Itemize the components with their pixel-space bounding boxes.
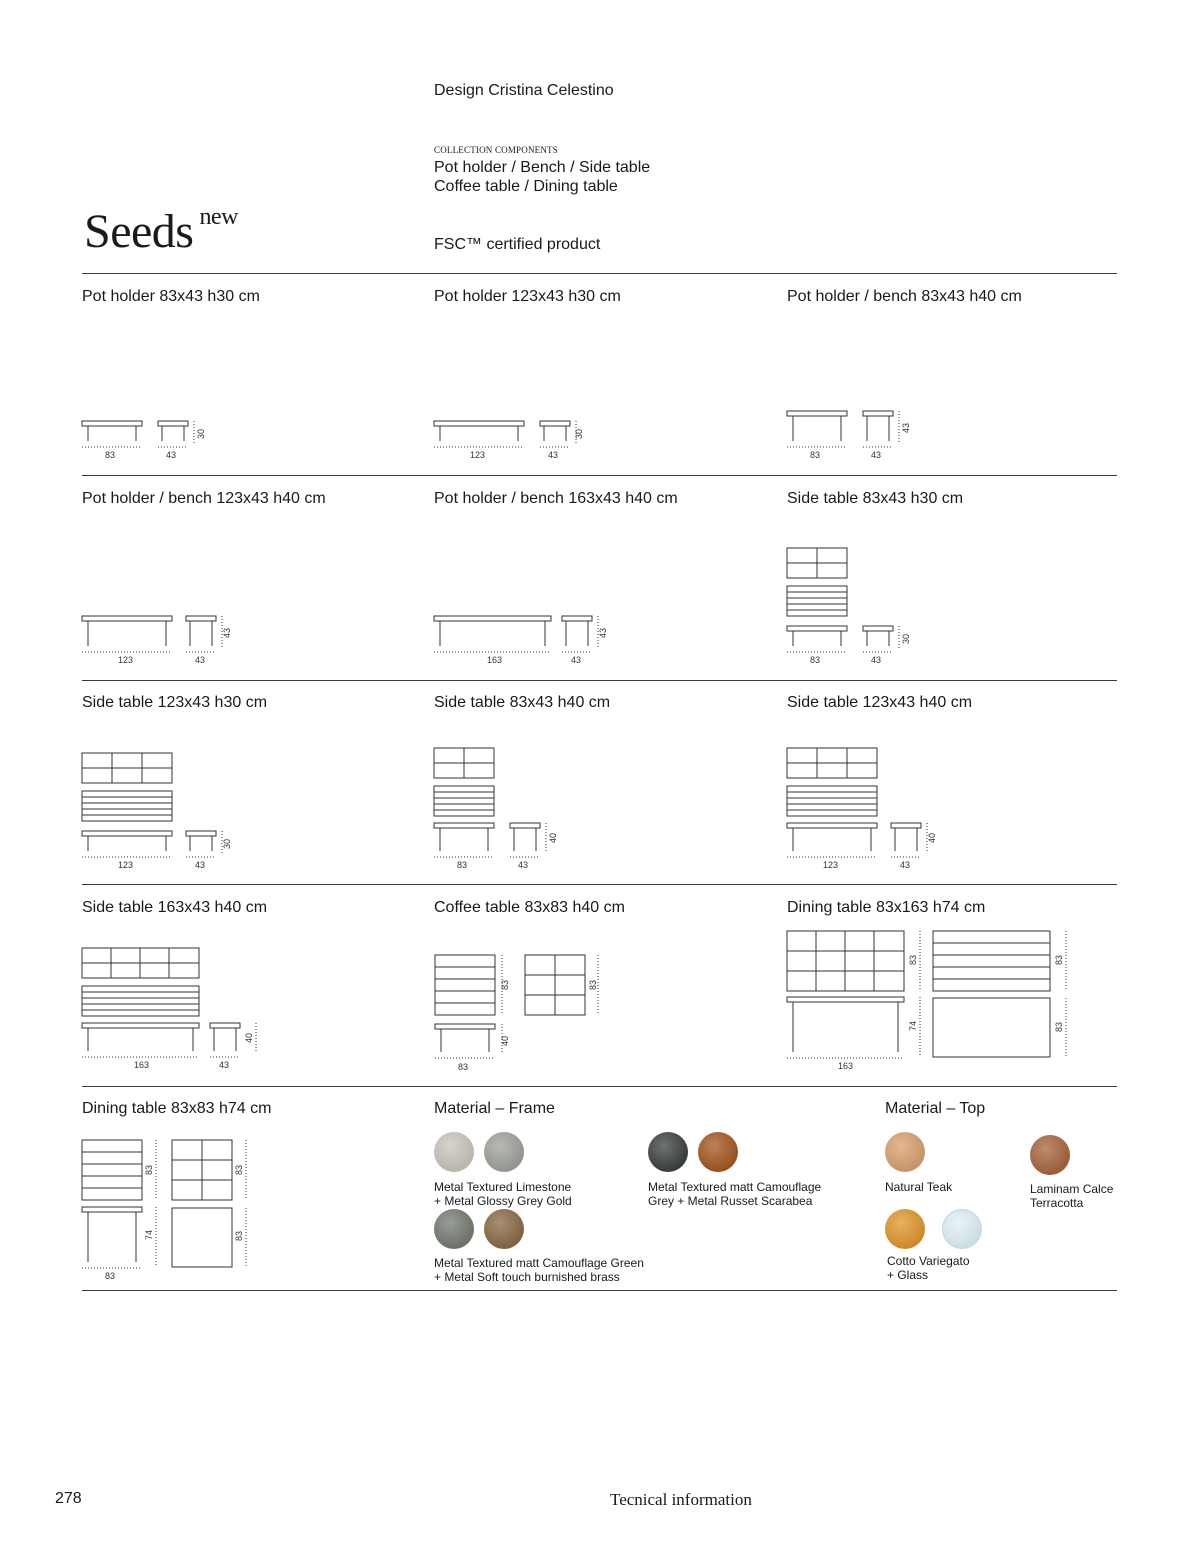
dim-depth: 43 — [900, 860, 911, 870]
dim-depth: 83 — [144, 1164, 154, 1175]
side-table-163-h40-drawing — [80, 945, 280, 1075]
product-title: Side table 163x43 h40 cm — [82, 899, 268, 916]
dim-depth: 83 — [500, 979, 510, 990]
dim-width: 163 — [134, 1060, 150, 1070]
material-label — [1030, 1182, 1113, 1210]
side-table-83-h30-drawing — [785, 545, 925, 670]
material-swatch — [885, 1132, 925, 1172]
material-label-line: + Metal Glossy Grey Gold — [434, 1194, 572, 1208]
material-label-line: Laminam Calce — [1030, 1182, 1114, 1196]
dim-height: 30 — [222, 838, 232, 849]
dim-depth: 43 — [195, 860, 206, 870]
dim-depth: 43 — [219, 1060, 230, 1070]
material-label-line: Grey + Metal Russet Scarabea — [648, 1194, 813, 1208]
product-title: Side table 123x43 h40 cm — [787, 694, 973, 711]
dim-height: 40 — [244, 1032, 254, 1043]
dim-width: 163 — [487, 655, 503, 665]
material-swatch — [1030, 1135, 1070, 1175]
dining-table-83-drawing — [80, 1135, 260, 1285]
side-table-83-h40-drawing — [432, 745, 572, 875]
dim-height: 40 — [927, 832, 937, 843]
divider — [82, 1290, 1117, 1291]
new-tag: new — [199, 204, 238, 230]
pot-holder-123-drawing — [432, 405, 592, 465]
product-title: Pot holder 123x43 h30 cm — [434, 288, 621, 305]
dim-height: 40 — [548, 832, 558, 843]
dim-depth: 43 — [871, 450, 882, 460]
pot-holder-83-drawing — [80, 405, 220, 465]
components-line-2: Coffee table / Dining table — [434, 178, 618, 195]
dim-depth: 43 — [871, 655, 882, 665]
dim-width: 83 — [810, 655, 821, 665]
material-frame-title: Material – Frame — [434, 1100, 555, 1117]
dim-height: 74 — [908, 1020, 918, 1031]
dim-height: 43 — [598, 627, 608, 638]
dim-width: 83 — [458, 1062, 469, 1072]
material-swatch — [942, 1209, 982, 1249]
divider — [82, 273, 1117, 274]
dim-depth: 43 — [548, 450, 559, 460]
dim-width: 123 — [823, 860, 839, 870]
material-label-line: Metal Textured Limestone — [434, 1180, 572, 1194]
material-label — [648, 1180, 821, 1208]
material-label-line: + Glass — [887, 1268, 929, 1282]
product-title: Pot holder / bench 123x43 h40 cm — [82, 490, 326, 507]
coffee-table-drawing — [432, 950, 612, 1075]
dim-height: 30 — [901, 633, 911, 644]
dim-depth: 43 — [166, 450, 177, 460]
divider — [82, 884, 1117, 885]
material-swatch — [484, 1132, 524, 1172]
dim-height: 43 — [901, 422, 911, 433]
dim-depth: 43 — [518, 860, 529, 870]
dim-depth-top: 83 — [588, 979, 598, 990]
divider — [82, 1086, 1117, 1087]
dim-depth: 83 — [908, 954, 918, 965]
dim-depth-plan: 83 — [1054, 1021, 1064, 1032]
pot-holder-bench-83-drawing — [785, 405, 925, 465]
fsc-certification: FSC™ certified product — [434, 236, 601, 253]
dim-depth-top: 83 — [1054, 954, 1064, 965]
dim-height: 30 — [574, 428, 584, 439]
page-title — [84, 204, 238, 259]
dim-depth: 43 — [195, 655, 206, 665]
material-swatch — [648, 1132, 688, 1172]
material-label — [434, 1256, 644, 1284]
dim-height: 43 — [222, 627, 232, 638]
pot-holder-bench-123-drawing — [80, 610, 250, 670]
designer-credit: Design Cristina Celestino — [434, 82, 614, 99]
side-table-123-h40-drawing — [785, 745, 955, 875]
side-table-123-h30-drawing — [80, 750, 250, 875]
dim-width: 83 — [105, 1271, 116, 1281]
product-title: Coffee table 83x83 h40 cm — [434, 899, 625, 916]
dim-depth: 43 — [571, 655, 582, 665]
material-label-line: Terracotta — [1030, 1196, 1084, 1210]
material-label-line: + Metal Soft touch burnished brass — [434, 1270, 620, 1284]
dim-width: 83 — [105, 450, 116, 460]
product-title: Pot holder / bench 83x43 h40 cm — [787, 288, 1022, 305]
material-label — [887, 1254, 970, 1282]
dining-table-163-drawing — [785, 925, 1085, 1075]
material-swatch — [484, 1209, 524, 1249]
section-title: Tecnical information — [610, 1490, 752, 1509]
dim-height: 30 — [196, 428, 206, 439]
product-title: Side table 83x43 h40 cm — [434, 694, 611, 711]
product-title: Dining table 83x163 h74 cm — [787, 899, 986, 916]
material-top-title: Material – Top — [885, 1100, 986, 1117]
dim-width: 123 — [470, 450, 486, 460]
material-label-line: Metal Textured matt Camouflage — [648, 1180, 822, 1194]
page-number: 278 — [55, 1490, 82, 1507]
material-label-line: Cotto Variegato — [887, 1254, 970, 1268]
product-title: Side table 83x43 h30 cm — [787, 490, 964, 507]
product-title: Pot holder / bench 163x43 h40 cm — [434, 490, 678, 507]
collection-components-label: COLLECTION COMPONENTS — [434, 145, 558, 155]
material-swatch — [434, 1132, 474, 1172]
product-title: Dining table 83x83 h74 cm — [82, 1100, 272, 1117]
material-label — [434, 1180, 572, 1208]
dim-height: 40 — [500, 1035, 510, 1046]
material-swatch — [885, 1209, 925, 1249]
divider — [82, 475, 1117, 476]
components-line-1: Pot holder / Bench / Side table — [434, 159, 651, 176]
dim-height: 74 — [144, 1229, 154, 1240]
pot-holder-bench-163-drawing — [432, 610, 632, 670]
material-label-line: Metal Textured matt Camouflage Green — [434, 1256, 644, 1270]
dim-width: 123 — [118, 655, 134, 665]
dim-depth-plan: 83 — [234, 1230, 244, 1241]
dim-depth-top: 83 — [234, 1164, 244, 1175]
product-title: Pot holder 83x43 h30 cm — [82, 288, 260, 305]
material-label — [885, 1180, 952, 1194]
dim-width: 163 — [838, 1061, 854, 1071]
material-swatch — [434, 1209, 474, 1249]
dim-width: 123 — [118, 860, 134, 870]
material-swatch — [698, 1132, 738, 1172]
material-label-line: Natural Teak — [885, 1180, 953, 1194]
dim-width: 83 — [457, 860, 468, 870]
collection-name: Seeds — [84, 205, 194, 258]
product-title: Side table 123x43 h30 cm — [82, 694, 268, 711]
divider — [82, 680, 1117, 681]
dim-width: 83 — [810, 450, 821, 460]
